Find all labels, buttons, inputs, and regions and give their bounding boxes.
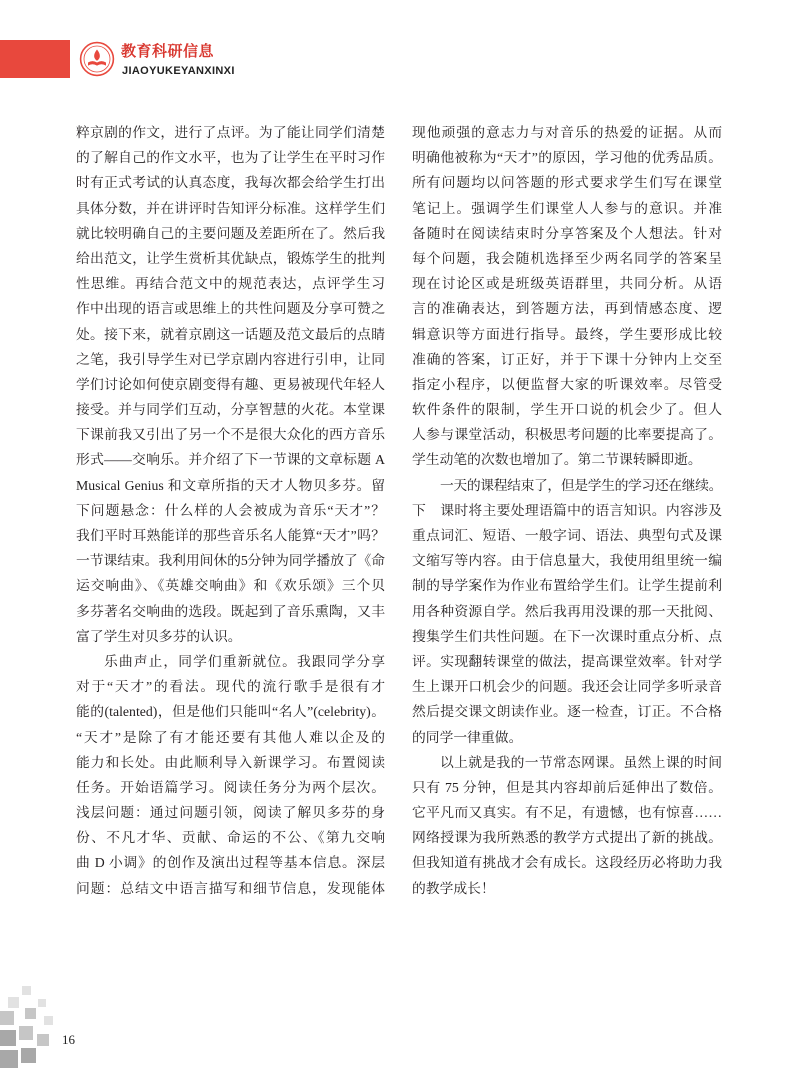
text-line: 多芬著名交响曲的选段。既起到了音乐熏陶，又丰 — [76, 603, 385, 619]
text-column-right — [412, 120, 722, 901]
text-line: 然后提交课文朗读作业。逐一检查，订正。不合格 — [412, 704, 722, 720]
text-line: 它平凡而又真实。有不足，有遗憾，也有惊喜…… — [412, 805, 722, 821]
text-line: 下课前我又引出了另一个不是很大众化的西方音乐 — [76, 427, 385, 443]
text-line: 接受。并与同学们互动，分享智慧的火花。本堂课 — [76, 402, 385, 418]
paragraph — [412, 750, 722, 901]
text-line: 以上就是我的一节常态网课。虽然上课的时间 — [440, 754, 722, 770]
text-line: 每个问题，我会随机选择至少两名同学的答案呈 — [412, 250, 722, 266]
text-line: 指定小程序，以便监督大家的听课效率。尽管受 — [412, 376, 722, 392]
text-line: 粹京剧的作文，进行了点评。为了能让同学们清楚 — [76, 125, 385, 140]
text-line: 明确他被称为“天才”的原因，学习他的优秀品质。 — [412, 150, 722, 166]
text-line: 的教学成长！ — [412, 880, 495, 896]
text-line: 形式——交响乐。并介绍了下一节课的文章标题 A — [76, 452, 385, 468]
journal-title: 教育科研信息 — [121, 43, 215, 60]
header-accent-bar — [0, 40, 70, 78]
text-line: Musical Genius 和文章所指的天才人物贝多芬。留 — [76, 477, 385, 493]
text-line: 所有问题均以问答题的形式要求学生们写在课堂 — [412, 175, 722, 191]
text-line: 人参与课堂活动，积极思考问题的比率要提高了。 — [412, 427, 722, 443]
text-line: 性思维。再结合范文中的规范表达，点评学生习 — [76, 276, 385, 292]
text-line: 给出范文，让学生赏析其优缺点，锻炼学生的批判 — [76, 250, 385, 266]
text-line: 就比较明确自己的主要问题及差距所在了。然后我 — [76, 225, 385, 241]
text-line: 学生动笔的次数也增加了。第二节课转瞬即逝。 — [412, 452, 702, 468]
decor-square — [0, 1050, 18, 1068]
text-line: 浅层问题：通过问题引领，阅读了解贝多芬的身 — [76, 805, 385, 821]
paragraph — [76, 649, 385, 901]
school-emblem-icon — [79, 41, 115, 77]
decor-square — [37, 1034, 49, 1046]
text-line: 评。实现翻转课堂的做法，提高课堂效率。针对学 — [412, 653, 722, 669]
text-line: 我们平时耳熟能详的那些音乐名人能算“天才”吗？ — [76, 528, 385, 543]
text-line: 运交响曲》、《英雄交响曲》和《欢乐颂》三个贝 — [76, 578, 385, 594]
text-line: 的了解自己的作文水平，也为了让学生在平时习作 — [76, 150, 385, 166]
text-line: 生上课开口机会少的问题。我还会让同学多听录音 — [412, 679, 722, 695]
text-line: 处。接下来，就着京剧这一话题及范文最后的点睛 — [76, 326, 385, 342]
text-line: 问题：总结文中语言描写和细节信息，发现能体 — [76, 880, 385, 896]
text-line: 作中出现的语言或思维上的共性问题及分享可赞之 — [76, 301, 385, 317]
text-line: 软件条件的限制，学生开口说的机会少了。但人 — [412, 402, 722, 418]
text-line: 现他顽强的意志力与对音乐的热爱的证据。从而 — [412, 125, 722, 140]
paragraph — [412, 473, 722, 750]
text-line: 重点词汇、短语、一般字词、语法、典型句式及课 — [412, 528, 722, 543]
text-line: 之笔，我引导学生对已学京剧内容进行引申，让同 — [76, 351, 385, 367]
text-line: 现在讨论区或是班级英语群里，共同分析。从语 — [412, 276, 722, 292]
text-line: 的同学一律重做。 — [412, 729, 523, 745]
text-line: 备随时在阅读结束时分享答案及个人想法。针对 — [412, 225, 722, 241]
text-line: 一天的课程结束了，但是学生的学习还在继续。 — [440, 477, 722, 493]
text-line: 笔记上。强调学生们课堂人人参与的意识。并准 — [412, 200, 722, 216]
text-line: 网络授课为我所熟悉的教学方式提出了新的挑战。 — [412, 830, 722, 846]
text-line: 对于“天才”的看法。现代的流行歌手是很有才 — [76, 679, 385, 695]
text-line: 搜集学生们共性问题。在下一次课时重点分析、点 — [412, 628, 722, 644]
text-line: 能的(talented)，但是他们只能叫“名人”(celebrity)。 — [76, 704, 385, 720]
text-line: 任务。开始语篇学习。阅读任务分为两个层次。 — [76, 779, 385, 795]
text-line: 时有正式考试的认真态度，我每次都会给学生打出 — [76, 175, 385, 191]
paragraph — [76, 120, 385, 649]
text-line: 一节课结束。我利用间休的5分钟为同学播放了《命 — [76, 553, 385, 569]
decor-square — [0, 1011, 14, 1025]
text-line: 能力和长处。由此顺利导入新课学习。布置阅读 — [76, 754, 385, 770]
text-line: 言的准确表达，到答题方法，再到情感态度、逻 — [412, 301, 722, 317]
text-line: 具体分数，并在讲评时告知评分标准。这样学生们 — [76, 200, 385, 216]
text-line: 只有 75 分钟，但是其内容却前后延伸出了数倍。 — [412, 779, 722, 795]
text-line: 辑意识等方面进行指导。最终，学生要形成比较 — [412, 326, 722, 342]
text-line: 学们讨论如何使京剧变得有趣、更易被现代年轻人 — [76, 376, 385, 392]
text-line: 用各种资源自学。然后我再用没课的那一天批阅、 — [412, 603, 722, 619]
decor-square — [21, 1048, 36, 1063]
text-line: 富了学生对贝多芬的认识。 — [76, 628, 242, 644]
decor-square — [38, 999, 46, 1007]
decor-square — [22, 986, 31, 995]
text-line: 准确的答案，订正好，并于下课十分钟内上交至 — [412, 351, 722, 367]
page-number: 16 — [62, 1032, 75, 1047]
paragraph — [412, 120, 722, 473]
text-line: 下问题悬念：什么样的人会被成为音乐“天才”？ — [76, 502, 385, 518]
text-line: “天才”是除了有才能还要有其他人难以企及的 — [76, 729, 385, 745]
text-line: 制的导学案作为作业布置给学生们。让学生提前利 — [412, 578, 722, 594]
text-line: 下 课时将主要处理语篇中的语言知识。内容涉及 — [412, 502, 722, 518]
decor-square — [0, 1030, 16, 1046]
text-column-left — [76, 120, 385, 901]
journal-title-pinyin: JIAOYUKEYANXINXI — [122, 65, 235, 77]
text-line: 乐曲声止，同学们重新就位。我跟同学分享 — [104, 653, 385, 669]
decor-square — [25, 1008, 36, 1019]
decor-square — [44, 1016, 53, 1025]
decor-square — [19, 1026, 33, 1040]
text-line: 份、不凡才华、贡献、命运的不公、《第九交响 — [76, 830, 385, 846]
text-line: 但我知道有挑战才会有成长。这段经历必将助力我 — [412, 855, 722, 871]
decor-square — [8, 997, 19, 1008]
text-line: 曲 D 小调》的创作及演出过程等基本信息。深层 — [76, 855, 385, 871]
text-line: 文缩写等内容。由于信息量大，我使用组里统一编 — [412, 553, 722, 569]
